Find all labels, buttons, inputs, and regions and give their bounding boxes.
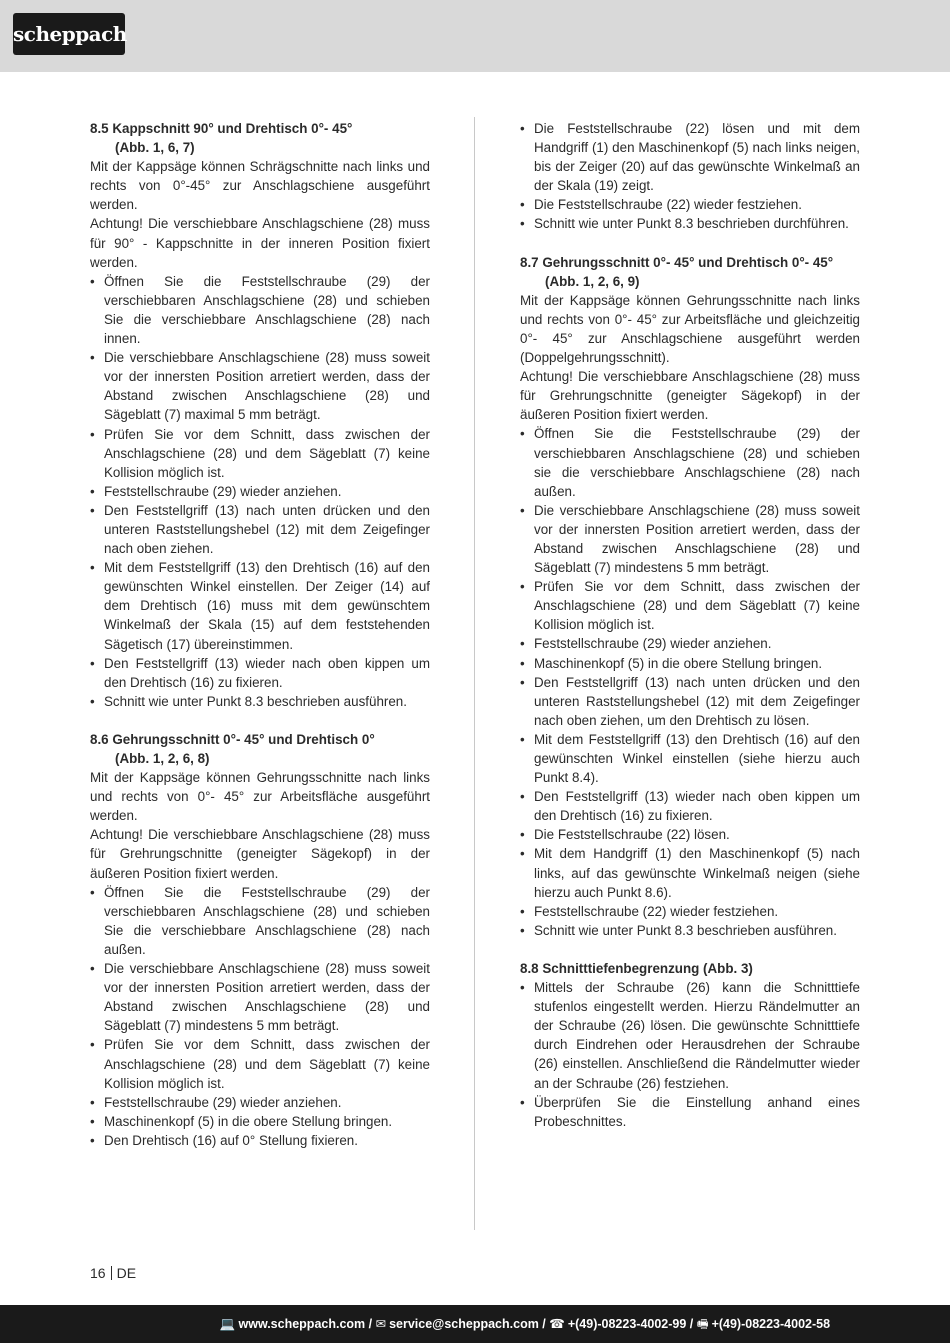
section-title: 8.6 Gehrungsschnitt 0°- 45° und Drehtisch 0° — [90, 731, 375, 747]
list-item: • Prüfen Sie vor dem Schnitt, dass zwischen der Anschlagschiene (28) und dem Sägeblatt (7) keine Kollision möglich ist. — [90, 425, 430, 482]
left-column — [90, 119, 430, 1150]
footer-bar — [0, 1305, 950, 1343]
list-item: • Den Feststellgriff (13) nach unten drücken und den unteren Raststellungshebel (12) mit dem Zeigefinger nach oben ziehen. — [90, 501, 430, 558]
right-column — [520, 119, 860, 1131]
section-8-8-heading — [520, 959, 860, 978]
section-title: 8.7 Gehrungsschnitt 0°- 45° und Drehtisch 0°- 45° — [520, 254, 834, 270]
list-item: • Die Feststellschraube (22) lösen. — [520, 825, 860, 844]
paragraph: Mit der Kappsäge können Gehrungsschnitte nach links und rechts von 0°- 45° zur Arbeitsfläche und gleichzeitig 0°- 45° zur Anschlagschiene ausgeführt werden (Doppelgehrungsschnitt). — [520, 292, 860, 366]
section-8-6-heading — [90, 730, 430, 768]
spacer — [520, 940, 860, 959]
bullet-list — [520, 424, 860, 940]
paragraph: Achtung! Die verschiebbare Anschlagschiene (28) muss für 90° - Kappschnitte in der inneren Position fixiert werden. — [90, 216, 430, 270]
list-item: • Die Feststellschraube (22) wieder festziehen. — [520, 195, 860, 214]
list-item: • Mit dem Feststellgriff (13) den Drehtisch (16) auf den gewünschten Winkel einstellen (siehe hierzu auch Punkt 8.4). — [520, 730, 860, 787]
list-item: • Feststellschraube (22) wieder festziehen. — [520, 902, 860, 921]
website-link[interactable]: www.scheppach.com — [238, 1317, 366, 1331]
list-item: • Prüfen Sie vor dem Schnitt, dass zwischen der Anschlagschiene (28) und dem Sägeblatt (7) keine Kollision möglich ist. — [520, 577, 860, 634]
section-title: 8.5 Kappschnitt 90° und Drehtisch 0°- 45° — [90, 121, 353, 136]
spacer — [520, 234, 860, 253]
phone-number[interactable]: +(49)-08223-4002-99 — [567, 1317, 687, 1331]
page-number — [90, 1265, 136, 1281]
header-bar — [0, 0, 950, 72]
list-item: • Feststellschraube (29) wieder anziehen. — [90, 482, 430, 501]
paragraph: Achtung! Die verschiebbare Anschlagschiene (28) muss für Grehrungschnitte (geneigter Sägekopf) in der äußeren Position fixiert werden. — [90, 827, 430, 881]
list-item: • Schnitt wie unter Punkt 8.3 beschrieben ausführen. — [520, 921, 860, 940]
section-subtitle: (Abb. 1, 6, 7) — [115, 140, 195, 156]
page-number-value: 16 — [90, 1265, 106, 1281]
language-code: DE — [116, 1265, 137, 1281]
mail-icon: ✉ — [375, 1317, 387, 1331]
section-subtitle: (Abb. 1, 2, 6, 9) — [545, 273, 640, 289]
list-item: • Mit dem Feststellgriff (13) den Drehtisch (16) auf den gewünschten Winkel einstellen. Der Zeiger (14) auf dem Drehtisch (16) muss mit dem gewünschtem Winkelmaß der Skala (15) auf dem feststehenden Sägetisch (17) übereinstimmen. — [90, 558, 430, 653]
section-8-5-heading — [90, 119, 430, 157]
list-item: • Den Feststellgriff (13) wieder nach oben kippen um den Drehtisch (16) zu fixieren. — [90, 654, 430, 692]
brand-logo: scheppach — [13, 13, 125, 55]
phone-icon: ☎ — [549, 1317, 565, 1331]
footer-separator: / — [538, 1317, 550, 1331]
list-item: • Mittels der Schraube (26) kann die Schnitttiefe stufenlos eingestellt werden. Hierzu Rändelmutter an der Schraube (26) lösen. Die gewünschte Schnitttiefe durch Eindrehen oder Herausdrehen der Schraube (26) einstellen. Anschließend die Rändelmutter wieder an der Schraube (26) festziehen. — [520, 978, 860, 1093]
list-item: • Öffnen Sie die Feststellschraube (29) der verschiebbaren Anschlagschiene (28) und schieben sie die verschiebbare Anschlagschiene (28) nach außen. — [520, 424, 860, 500]
email-link[interactable]: service@scheppach.com — [389, 1317, 539, 1331]
list-item: • Den Feststellgriff (13) nach unten drücken und den unteren Raststellungshebel (12) mit dem Zeigefinger nach oben ziehen, um den Drehtisch zu lösen. — [520, 673, 860, 730]
list-item: • Überprüfen Sie die Einstellung anhand eines Probeschnittes. — [520, 1093, 860, 1131]
list-item: • Prüfen Sie vor dem Schnitt, dass zwischen der Anschlagschiene (28) und dem Sägeblatt (7) keine Kollision möglich ist. — [90, 1035, 430, 1092]
fax-icon: 🖷 — [696, 1317, 709, 1331]
section-title: 8.8 Schnitttiefenbegrenzung (Abb. 3) — [520, 960, 753, 976]
list-item: • Mit dem Handgriff (1) den Maschinenkopf (5) nach links, auf das gewünschte Winkelmaß neigen (siehe hierzu auch Punkt 8.6). — [520, 844, 860, 901]
bullet-list — [520, 119, 860, 234]
list-item: • Die verschiebbare Anschlagschiene (28) muss soweit vor der innersten Position arretiert werden, dass der Abstand zwischen Anschlagschiene (28) und Sägeblatt (7) mindestens 5 mm beträgt. — [90, 959, 430, 1035]
footer-separator: / — [686, 1317, 697, 1331]
page-separator — [111, 1266, 112, 1280]
list-item: • Schnitt wie unter Punkt 8.3 beschrieben ausführen. — [90, 692, 430, 711]
list-item: • Feststellschraube (29) wieder anziehen. — [520, 634, 860, 653]
column-divider — [474, 117, 475, 1230]
list-item: • Maschinenkopf (5) in die obere Stellung bringen. — [520, 654, 860, 673]
section-subtitle: (Abb. 1, 2, 6, 8) — [115, 751, 210, 766]
list-item: • Schnitt wie unter Punkt 8.3 beschrieben durchführen. — [520, 214, 860, 233]
section-8-7-heading — [520, 253, 860, 291]
list-item: • Maschinenkopf (5) in die obere Stellung bringen. — [90, 1112, 430, 1131]
paragraph: Mit der Kappsäge können Gehrungsschnitte nach links und rechts von 0°- 45° zur Arbeitsfläche ausgeführt werden. — [90, 770, 430, 824]
list-item: • Öffnen Sie die Feststellschraube (29) der verschiebbaren Anschlagschiene (28) und schieben Sie die verschiebbare Anschlagschiene (28) nach innen. — [90, 272, 430, 348]
bullet-list — [520, 978, 860, 1131]
spacer — [90, 711, 430, 730]
list-item: • Den Feststellgriff (13) wieder nach oben kippen um den Drehtisch (16) zu fixieren. — [520, 787, 860, 825]
bullet-list — [90, 272, 430, 711]
footer-separator: / — [365, 1317, 376, 1331]
fax-number: +(49)-08223-4002-58 — [711, 1317, 831, 1331]
computer-icon: 💻 — [219, 1317, 236, 1331]
list-item: • Öffnen Sie die Feststellschraube (29) der verschiebbaren Anschlagschiene (28) und schieben Sie die verschiebbare Anschlagschiene (28) nach außen. — [90, 883, 430, 959]
bullet-list — [90, 883, 430, 1150]
list-item: • Den Drehtisch (16) auf 0° Stellung fixieren. — [90, 1131, 430, 1150]
list-item: • Die verschiebbare Anschlagschiene (28) muss soweit vor der innersten Position arretiert werden, dass der Abstand zwischen Anschlagschiene (28) und Sägeblatt (7) maximal 5 mm beträgt. — [90, 348, 430, 424]
list-item: • Die Feststellschraube (22) lösen und mit dem Handgriff (1) den Maschinenkopf (5) nach links neigen, bis der Zeiger (20) auf das gewünschte Winkelmaß an der Skala (19) zeigt. — [520, 119, 860, 195]
paragraph: Mit der Kappsäge können Schrägschnitte nach links und rechts von 0°-45° zur Anschlagschiene ausgeführt werden. — [90, 159, 430, 213]
paragraph: Achtung! Die verschiebbare Anschlagschiene (28) muss für Grehrungschnitte (geneigter Sägekopf) in der äußeren Position fixiert werden. — [520, 369, 860, 423]
list-item: • Feststellschraube (29) wieder anziehen. — [90, 1093, 430, 1112]
list-item: • Die verschiebbare Anschlagschiene (28) muss soweit vor der innersten Position arretiert werden, dass der Abstand zwischen Anschlagschiene (28) und Sägeblatt (7) mindestens 5 mm beträgt. — [520, 501, 860, 577]
